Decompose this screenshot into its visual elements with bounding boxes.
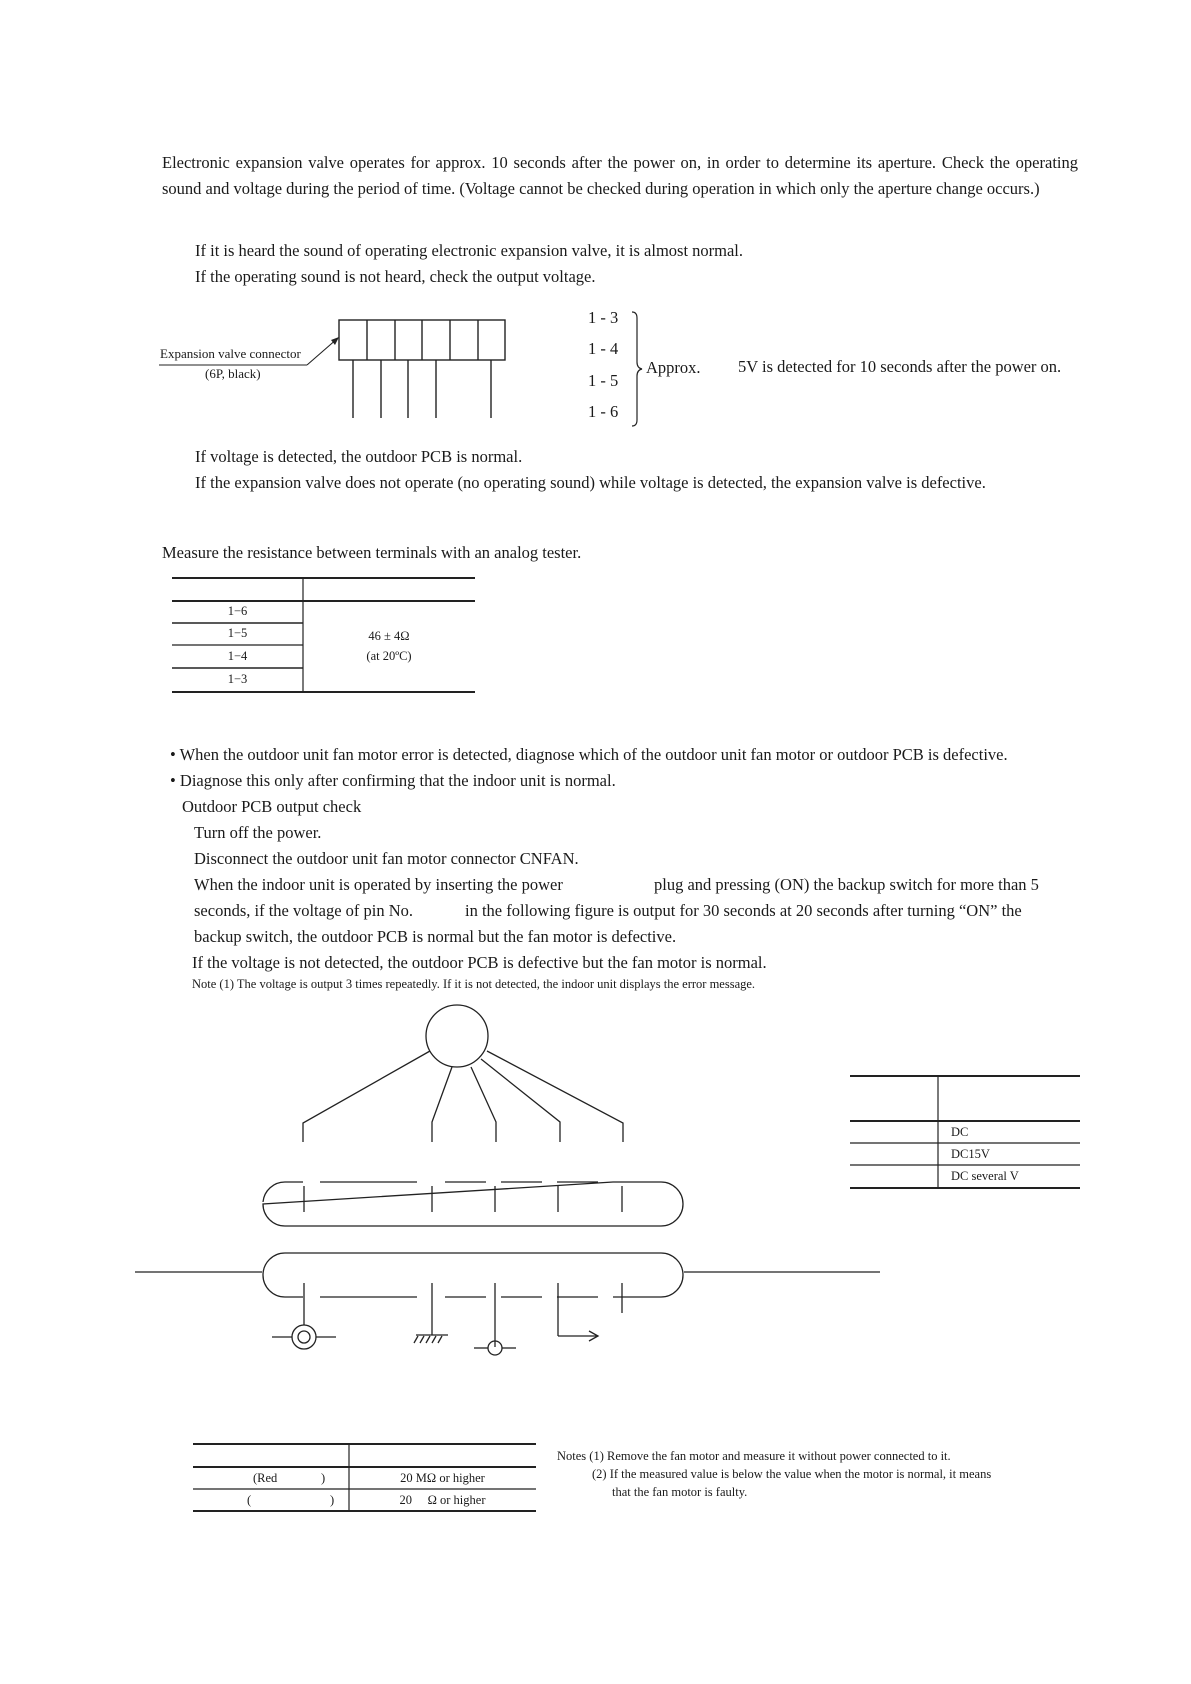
motor-icon bbox=[426, 1005, 488, 1067]
insulation-row-2-value: 20 Ω or higher bbox=[399, 1493, 486, 1507]
pcb-output-check-heading: Outdoor PCB output check bbox=[182, 797, 362, 816]
terminal-row-1-6: 1−6 bbox=[227, 604, 248, 618]
insulation-row-1-measure-b: ) bbox=[321, 1471, 326, 1485]
operate-line3: backup switch, the outdoor PCB is normal but the fan motor is defective. bbox=[194, 927, 677, 946]
step-disconnect-cnfan: Disconnect the outdoor unit fan motor connector CNFAN. bbox=[194, 849, 579, 868]
fan-note-1: Note (1) The voltage is output 3 times repeatedly. If it is not detected, the indoor unit displays the error message. bbox=[192, 977, 756, 991]
voltage-row-1-value: DC bbox=[951, 1125, 969, 1139]
voltage-table bbox=[850, 1075, 1080, 1192]
resistance-condition: (at 20ºC) bbox=[366, 649, 412, 663]
pin-pair-1-3: 1 - 3 bbox=[588, 308, 619, 327]
pin-pair-1-5: 1 - 5 bbox=[588, 371, 619, 390]
sound-not-heard-text: If the operating sound is not heard, check the output voltage. bbox=[195, 267, 596, 286]
pin-pair-1-4: 1 - 4 bbox=[588, 339, 619, 358]
step-turn-off-power: Turn off the power. bbox=[194, 823, 322, 842]
resistance-intro: Measure the resistance between terminals with an analog tester. bbox=[162, 543, 582, 562]
operate-line1-b: plug and pressing (ON) the backup switch for more than 5 bbox=[654, 875, 1039, 894]
operate-line2-a: seconds, if the voltage of pin No. bbox=[194, 901, 414, 920]
fan-bullet-2: • Diagnose this only after confirming that the indoor unit is normal. bbox=[170, 771, 616, 790]
operate-line1-a: When the indoor unit is operated by inserting the power bbox=[194, 875, 563, 894]
resistance-value: 46 ± 4Ω bbox=[368, 629, 410, 643]
insulation-note-2-cont: that the fan motor is faulty. bbox=[612, 1485, 748, 1499]
terminal-row-1-5: 1−5 bbox=[227, 626, 248, 640]
valve-defective-text: If the expansion valve does not operate (no operating sound) while voltage is detected, the expansion valve is defective. bbox=[195, 473, 986, 492]
insulation-table bbox=[193, 1443, 536, 1513]
resistance-table bbox=[172, 577, 475, 694]
fan-bullet-1: • When the outdoor unit fan motor error is detected, diagnose which of the outdoor unit fan motor or outdoor PCB is defective. bbox=[170, 745, 1008, 764]
terminal-row-1-3: 1−3 bbox=[227, 672, 248, 686]
insulation-note-2: (2) If the measured value is below the value when the motor is normal, it means bbox=[592, 1467, 992, 1481]
insulation-note-1: Notes (1) Remove the fan motor and measure it without power connected to it. bbox=[557, 1449, 951, 1463]
pcb-normal-text: If voltage is detected, the outdoor PCB is normal. bbox=[195, 447, 523, 466]
voltage-detected-text: 5V is detected for 10 seconds after the power on. bbox=[738, 357, 1062, 376]
intro-paragraph: Electronic expansion valve operates for approx. 10 seconds after the power on, in order to determine its aperture. Check the operating sound and voltage during the period of time. (Voltage cannot be checked during operation in which only the aperture change occurs.) bbox=[162, 153, 1078, 198]
approx-label: Approx. bbox=[646, 358, 701, 377]
signal-arrow-icon bbox=[589, 1331, 598, 1341]
open-terminal-icon bbox=[488, 1341, 502, 1355]
operate-line2-b: in the following figure is output for 30 seconds at 20 seconds after turning “ON” the bbox=[465, 901, 1022, 920]
connector-label: Expansion valve connector bbox=[160, 346, 301, 361]
insulation-row-1-value: 20 MΩ or higher bbox=[400, 1471, 485, 1485]
voltage-not-detected-text: If the voltage is not detected, the outdoor PCB is defective but the fan motor is normal. bbox=[192, 953, 767, 972]
pin-pair-1-6: 1 - 6 bbox=[588, 402, 619, 421]
insulation-row-2-measure-b: ) bbox=[330, 1493, 335, 1507]
voltage-row-3-value: DC several V bbox=[951, 1169, 1019, 1183]
sound-heard-text: If it is heard the sound of operating electronic expansion valve, it is almost normal. bbox=[195, 241, 744, 260]
insulation-row-1-measure-a: (Red bbox=[253, 1471, 278, 1485]
terminal-row-1-4: 1−4 bbox=[227, 649, 248, 663]
terminal-symbol-icon bbox=[292, 1325, 316, 1349]
voltage-row-2-value: DC15V bbox=[951, 1147, 990, 1161]
connector-sublabel: (6P, black) bbox=[205, 366, 261, 381]
insulation-row-2-measure-a: ( bbox=[247, 1493, 252, 1507]
